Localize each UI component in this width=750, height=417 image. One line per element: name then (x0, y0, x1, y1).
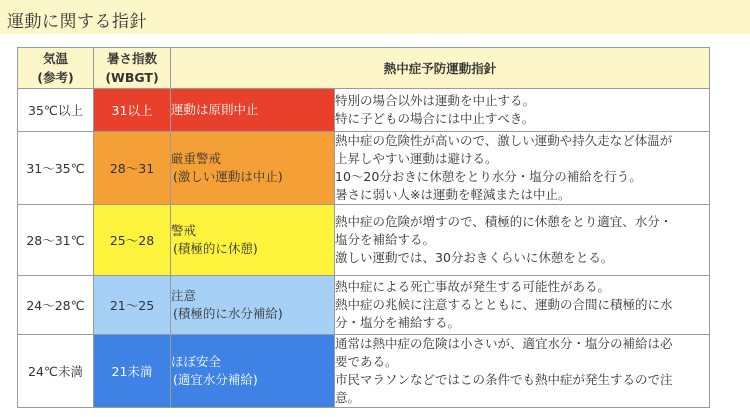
table-row (18, 276, 710, 335)
table-row (18, 205, 710, 276)
header-guideline: 熱中症予防運動指針 (171, 48, 710, 89)
header-temperature (18, 48, 94, 89)
description-cell (335, 205, 710, 276)
description-cell (335, 132, 710, 205)
description-line: 分・塩分を補給する。 (335, 315, 461, 330)
level-label: 警戒 (171, 223, 197, 238)
level-label: 厳重警戒 (171, 151, 222, 166)
description-line: 市民マラソンなどではこの条件でも熱中症が発生するので注 (335, 372, 673, 387)
wbgt-cell: 25〜28 (94, 205, 171, 276)
level-cell (171, 132, 335, 205)
description-line: 熱中症による死亡事故が発生する可能性がある。 (335, 279, 611, 294)
description-line: 特別の場合以外は運動を中止する。 (335, 93, 536, 108)
level-cell (171, 276, 335, 335)
wbgt-cell: 31以上 (94, 89, 171, 132)
level-sublabel: (積極的に水分補給) (173, 306, 283, 321)
exercise-guideline-table (17, 47, 710, 408)
header-wbgt-note: (WBGT) (105, 70, 159, 85)
description-line: 熱中症の兆候に注意するとともに、運動の合間に積極的に水 (335, 297, 673, 312)
temperature-cell: 24〜28℃ (18, 276, 94, 335)
description-line: 意。 (335, 390, 361, 405)
level-cell (171, 335, 335, 408)
description-line: 熱中症の危険性が高いので、激しい運動や持久走など体温が (335, 133, 673, 148)
description-line: 10〜20分おきに休憩をとり水分・塩分の補給を行う。 (335, 169, 642, 184)
description-line: 熱中症の危険が増すので、積極的に休憩をとり適宜、水分・ (335, 214, 673, 229)
header-temperature-label: 気温 (42, 51, 68, 66)
header-wbgt (94, 48, 171, 89)
level-sublabel: (適宜水分補給) (173, 372, 258, 387)
description-line: 暑さに弱い人※は運動を軽減または中止。 (335, 187, 571, 202)
header-wbgt-label: 暑さ指数 (106, 51, 157, 66)
wbgt-cell: 21〜25 (94, 276, 171, 335)
level-sublabel: (激しい運動は中止) (173, 169, 283, 184)
temperature-cell: 28〜31℃ (18, 205, 94, 276)
description-line: 塩分を補給する。 (335, 232, 436, 247)
level-label: 運動は原則中止 (171, 102, 259, 117)
temperature-cell: 31〜35℃ (18, 132, 94, 205)
description-cell (335, 335, 710, 408)
level-label: ほぼ安全 (171, 354, 222, 369)
header-temperature-note: (参考) (37, 70, 74, 85)
table-row (18, 89, 710, 132)
wbgt-cell: 21未満 (94, 335, 171, 408)
description-line: 特に子どもの場合には中止すべき。 (335, 111, 535, 126)
table-row (18, 132, 710, 205)
temperature-cell: 35℃以上 (18, 89, 94, 132)
level-cell (171, 205, 335, 276)
description-line: 激しい運動では、30分おきくらいに休憩をとる。 (335, 250, 614, 265)
description-line: 要である。 (335, 354, 398, 369)
table-row (18, 335, 710, 408)
level-label: 注意 (171, 288, 197, 303)
header-row (18, 48, 710, 89)
level-cell (171, 89, 335, 132)
description-cell (335, 89, 710, 132)
temperature-cell: 24℃未満 (18, 335, 94, 408)
description-cell (335, 276, 710, 335)
page-title: 運動に関する指針 (0, 0, 750, 34)
level-sublabel: (積極的に休憩) (173, 241, 258, 256)
wbgt-cell: 28〜31 (94, 132, 171, 205)
description-line: 通常は熱中症の危険は小さいが、適宜水分・塩分の補給は必 (335, 336, 673, 351)
description-line: 上昇しやすい運動は避ける。 (335, 151, 498, 166)
